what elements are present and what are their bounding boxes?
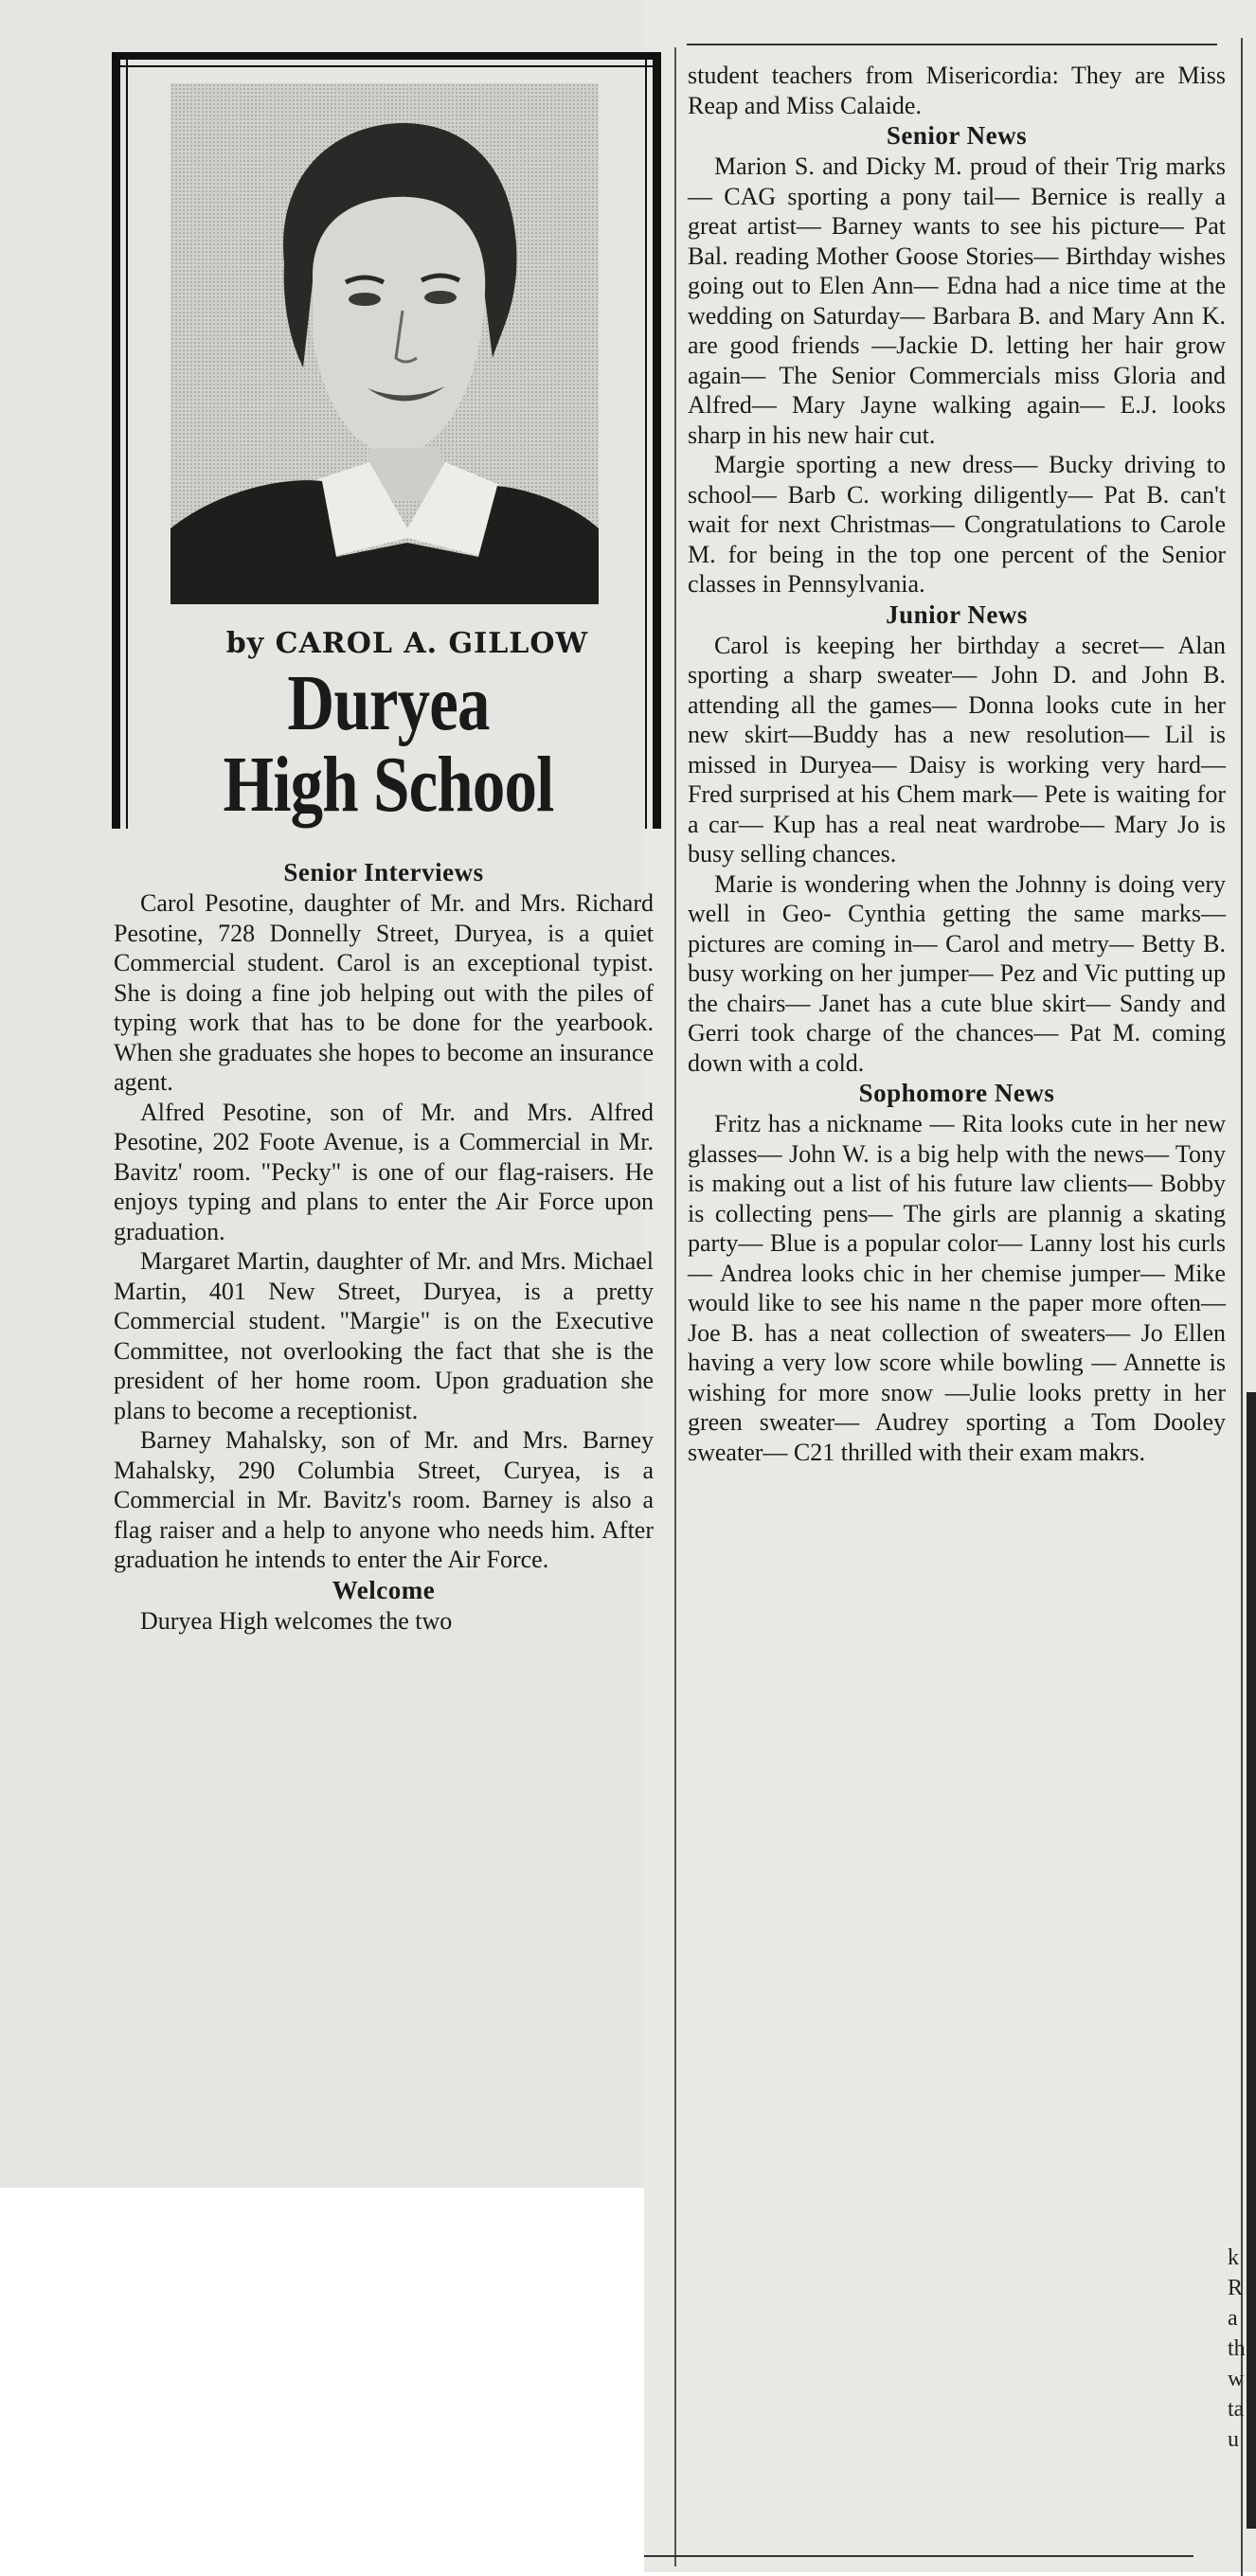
- right-column-top-rule: [687, 44, 1217, 45]
- bottom-rule: [644, 2555, 1193, 2557]
- masthead-line-1: Duryea: [287, 659, 490, 747]
- article-paragraph: Marie is wondering when the Johnny is doing very well in Geo- Cynthia getting the same marks— pictures are coming in— Carol and metry— Betty B. busy working on her jumper— Pez and Vic putting up the chairs— Janet has a cute blue skirt— Sandy and Gerri took charge of the chances— Pat M. coming down with a cold.: [688, 869, 1226, 1077]
- column-divider: [674, 47, 676, 2567]
- article-paragraph: Carol Pesotine, daughter of Mr. and Mrs. Richard Pesotine, 728 Donnelly Street, Duryea, is a quiet Commercial student. Carol is an exceptional typist. She is doing a fine job helping out with the piles of typing work that has to be done for the yearbook. When she graduates she hopes to become an insurance agent.: [114, 889, 654, 1096]
- left-text-column: [114, 857, 654, 1636]
- section-heading-welcome: Welcome: [332, 1575, 436, 1604]
- adjacent-column-fragment: k R a th w ta u: [1228, 2245, 1246, 2452]
- section-heading-junior-news: Junior News: [886, 599, 1028, 629]
- article-paragraph: Fritz has a nickname — Rita looks cute in her new glasses— John W. is a big help with the news— Tony is making out a list of his future law clients— Bobby is collecting pens— The girls are plannig a skating party— Blue is a popular color— Lanny lost his curls— Andrea looks chic in her chemise jumper— Mike would like to see his name n the paper more often— Joe B. has a neat collection of sweaters— Jo Ellen having a very low score while bowling — Annette is wishing for more snow —Julie looks pretty in her green sweater— Audrey sporting a Tom Dooley sweater— C21 thrilled with their exam makrs.: [688, 1110, 1226, 1466]
- article-paragraph: Carol is keeping her birthday a secret— Alan sporting a sharp sweater— John D. and John B. attending all the games— Donna looks cute in her new skirt—Buddy has a new resolution— Lil is missed in Duryea— Daisy is working very hard— Fred surprised at his Chem mark— Pete is waiting for a car— Kup has a real neat wardrobe— Mary Jo is busy selling chances.: [688, 631, 1226, 868]
- article-paragraph: Alfred Pesotine, son of Mr. and Mrs. Alfred Pesotine, 202 Foote Avenue, is a Commercial in Mr. Bavitz' room. "Pecky" is one of our flag-raisers. He enjoys typing and plans to enter the Air Force upon graduation.: [114, 1098, 654, 1245]
- article-paragraph: student teachers from Misericordia: They are Miss Reap and Miss Calaide.: [688, 62, 1226, 119]
- section-heading-senior-news: Senior News: [886, 121, 1028, 150]
- author-portrait-photo: [170, 83, 599, 604]
- right-page-edge-rule: [1241, 38, 1243, 2576]
- article-paragraph: Barney Mahalsky, son of Mr. and Mrs. Barney Mahalsky, 290 Columbia Street, Curyea, is a Commercial in Mr. Bavitz's room. Barney is also a flag raiser and a help to anyone who needs him. After graduation he intends to enter the Air Force.: [114, 1426, 654, 1573]
- article-paragraph: Margie sporting a new dress— Bucky driving to school— Barb C. working diligently— Pat B. can't wait for next Christmas— Congratulations to Carole M. for being in the top one percent of the Senior classes in Pennsylvania.: [688, 451, 1226, 598]
- column-masthead: [187, 659, 590, 829]
- portrait-photo-icon: [170, 83, 599, 604]
- masthead-line-2: High School: [223, 741, 554, 829]
- section-heading-senior-interviews: Senior Interviews: [283, 858, 484, 886]
- article-paragraph: Margaret Martin, daughter of Mr. and Mrs. Michael Martin, 401 New Street, Duryea, is a pretty Commercial student. "Margie" is on the Executive Committee, not overlooking the fact that she is the president of her home room. Upon graduation she plans to become a receptionist.: [114, 1247, 654, 1424]
- article-paragraph: Duryea High welcomes the two: [140, 1606, 453, 1635]
- right-text-column: [688, 61, 1226, 1467]
- byline: by CAROL A. GILLOW: [225, 627, 589, 660]
- article-paragraph: Marion S. and Dicky M. proud of their Trig marks— CAG sporting a pony tail— Bernice is really a great artist— Barney wants to see his picture— Pat Bal. reading Mother Goose Stories— Birthday wishes going out to Elen Ann— Edna had a nice time at the wedding on Saturday— Barbara B. and Mary Ann K. are good friends —Jackie D. letting her hair grow again— The Senior Commercials miss Gloria and Alfred— Mary Jayne walking again— E.J. looks sharp in his new hair cut.: [688, 152, 1226, 449]
- section-heading-sophomore-news: Sophomore News: [858, 1079, 1055, 1107]
